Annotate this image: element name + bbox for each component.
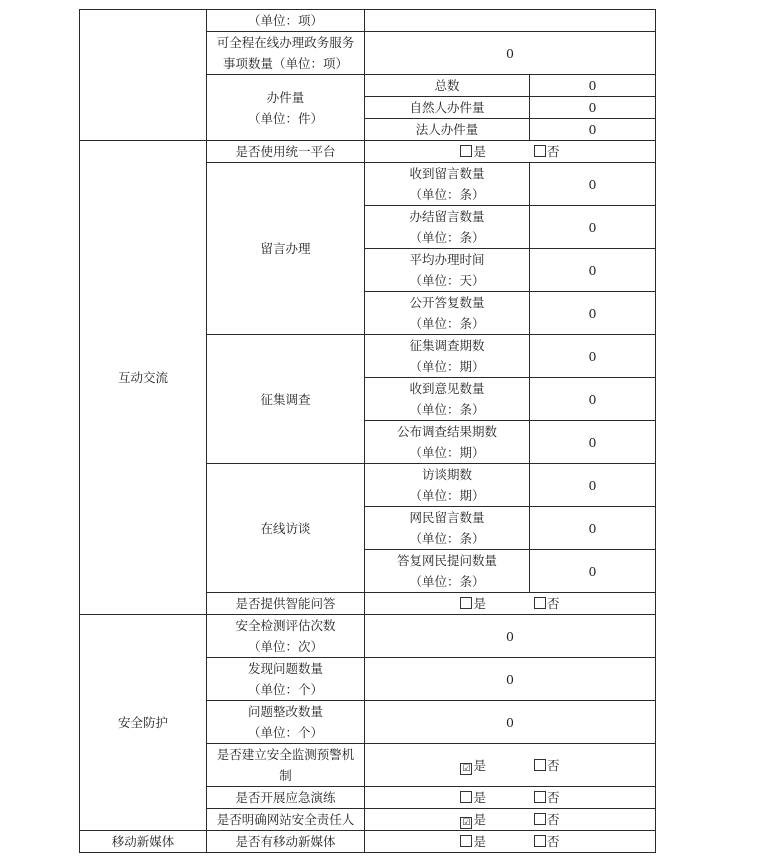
checkbox-icon[interactable]	[534, 759, 546, 771]
choice-sec-owner	[365, 809, 656, 831]
value-total: 0	[530, 75, 656, 97]
choice-media-has	[365, 831, 656, 853]
sub-label-interview-periods: 访谈期数 （单位：期）	[365, 464, 530, 507]
choice-sec-warning	[365, 744, 656, 787]
option-no[interactable]: 否	[534, 809, 560, 830]
table-row	[80, 615, 656, 658]
category-interact: 互动交流	[80, 141, 207, 615]
sub-label-msg-public: 公开答复数量 （单位：条）	[365, 292, 530, 335]
sub-label-msg-received: 收到留言数量 （单位：条）	[365, 163, 530, 206]
checkbox-icon[interactable]	[534, 835, 546, 847]
value-sec-fixed: 0	[365, 701, 656, 744]
row-label-media-has: 是否有移动新媒体	[207, 831, 365, 853]
option-no[interactable]: 否	[534, 141, 560, 162]
sub-label-interview-answers: 答复网民提问数量 （单位：条）	[365, 550, 530, 593]
sub-label-msg-completed: 办结留言数量 （单位：条）	[365, 206, 530, 249]
row-label-sec-fixed: 问题整改数量 （单位：个）	[207, 701, 365, 744]
row-label-sec-issues: 发现问题数量 （单位：个）	[207, 658, 365, 701]
option-no[interactable]: 否	[534, 787, 560, 808]
category-cell-blank	[80, 10, 207, 141]
sub-label-interview-msgs: 网民留言数量 （单位：条）	[365, 507, 530, 550]
table-row	[80, 831, 656, 853]
row-label-sec-owner: 是否明确网站安全责任人	[207, 809, 365, 831]
row-label-sec-warning: 是否建立安全监测预警机 制	[207, 744, 365, 787]
checkbox-icon[interactable]	[460, 597, 472, 609]
value-msg-public: 0	[530, 292, 656, 335]
choice-unified-platform	[365, 141, 656, 163]
option-no[interactable]: 否	[534, 755, 560, 776]
value-natural: 0	[530, 97, 656, 119]
checked-checkbox-icon[interactable]: ☑	[462, 763, 471, 774]
option-yes-checked[interactable]: ☑ 是	[462, 757, 486, 774]
sub-label-survey-periods: 征集调查期数 （单位：期）	[365, 335, 530, 378]
sub-label-survey-results: 公布调查结果期数 （单位：期）	[365, 421, 530, 464]
value-msg-received: 0	[530, 163, 656, 206]
sub-label-legal: 法人办件量	[365, 119, 530, 141]
group-label-interview: 在线访谈	[207, 464, 365, 593]
choice-smart-qa	[365, 593, 656, 615]
value-cell	[365, 10, 656, 32]
row-label-handle-volume: 办件量 （单位：件）	[207, 75, 365, 141]
option-no[interactable]: 否	[534, 593, 560, 614]
checkbox-icon[interactable]	[460, 791, 472, 803]
group-label-survey: 征集调查	[207, 335, 365, 464]
value-survey-results: 0	[530, 421, 656, 464]
row-label-sec-eval: 安全检测评估次数 （单位：次）	[207, 615, 365, 658]
option-yes[interactable]: 是	[460, 593, 486, 614]
statistics-table	[79, 9, 656, 853]
value-msg-completed: 0	[530, 206, 656, 249]
option-yes-checked[interactable]: ☑ 是	[462, 812, 486, 828]
value-interview-periods: 0	[530, 464, 656, 507]
value-online-services: 0	[365, 32, 656, 75]
value-msg-avg-time: 0	[530, 249, 656, 292]
table-row	[80, 10, 656, 32]
checked-checkbox-icon[interactable]: ☑	[462, 818, 471, 828]
category-media: 移动新媒体	[80, 831, 207, 853]
checkbox-icon[interactable]	[534, 813, 546, 825]
table-row	[80, 141, 656, 163]
row-label: （单位：项）	[207, 10, 365, 32]
option-yes[interactable]: 是	[460, 787, 486, 808]
row-label-online-services: 可全程在线办理政务服务 事项数量（单位：项）	[207, 32, 365, 75]
sub-label-natural: 自然人办件量	[365, 97, 530, 119]
group-label-messages: 留言办理	[207, 163, 365, 335]
option-no[interactable]: 否	[534, 831, 560, 852]
row-label-unified-platform: 是否使用统一平台	[207, 141, 365, 163]
checkbox-icon[interactable]	[534, 597, 546, 609]
choice-sec-drill	[365, 787, 656, 809]
checkbox-icon[interactable]	[534, 791, 546, 803]
sub-label-survey-opinions: 收到意见数量 （单位：条）	[365, 378, 530, 421]
value-interview-msgs: 0	[530, 507, 656, 550]
category-security: 安全防护	[80, 615, 207, 831]
value-survey-opinions: 0	[530, 378, 656, 421]
value-sec-eval: 0	[365, 615, 656, 658]
value-legal: 0	[530, 119, 656, 141]
row-label-smart-qa: 是否提供智能问答	[207, 593, 365, 615]
sub-label-msg-avg-time: 平均办理时间 （单位：天）	[365, 249, 530, 292]
value-survey-periods: 0	[530, 335, 656, 378]
sub-label-total: 总数	[365, 75, 530, 97]
checkbox-icon[interactable]	[534, 145, 546, 157]
row-label-sec-drill: 是否开展应急演练	[207, 787, 365, 809]
checkbox-icon[interactable]	[460, 145, 472, 157]
checkbox-icon[interactable]	[460, 835, 472, 847]
option-yes[interactable]: 是	[460, 831, 486, 852]
value-interview-answers: 0	[530, 550, 656, 593]
option-yes[interactable]: 是	[460, 141, 486, 162]
value-sec-issues: 0	[365, 658, 656, 701]
